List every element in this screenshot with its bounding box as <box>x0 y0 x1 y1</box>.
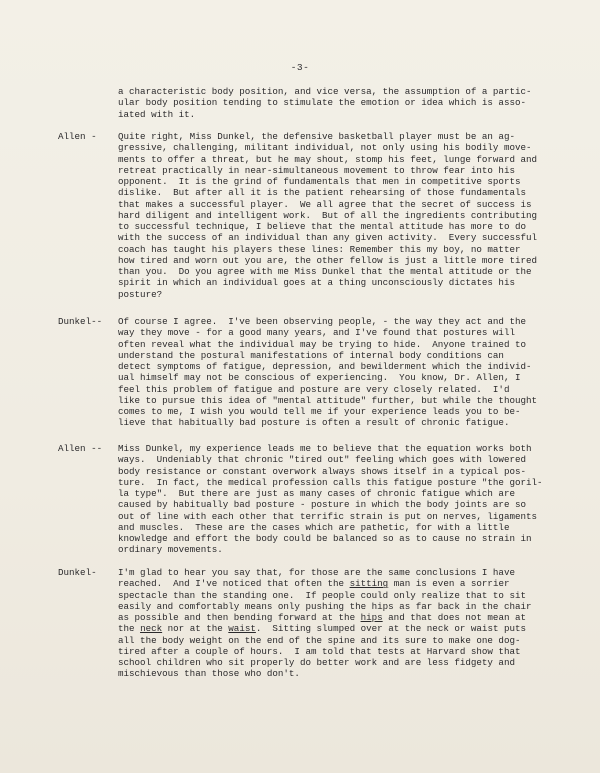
text-line: as possible and then bending forward at the hips and that does not mean at <box>118 612 527 623</box>
text-line: feel this problem of fatigue and posture are very closely related. I'd <box>118 383 510 395</box>
text-line: lieve that habitually bad posture is often a result of chronic fatigue. <box>118 417 510 429</box>
text-line: I'm glad to hear you say that, for those are the same conclusions I have <box>118 567 515 578</box>
text-line: Miss Dunkel, my experience leads me to believe that the equation works both <box>118 443 532 454</box>
speaker-label: Allen - <box>58 131 97 142</box>
text-line: dislike. But after all it is the patient rehearsing of those fundamentals <box>118 187 526 199</box>
text-line: easily and comfortably means only pushing the hips as far back in the chair <box>118 600 532 612</box>
text-line: la type". But there are just as many cases of chronic fatigue which are <box>118 488 515 499</box>
text-line: than you. Do you agree with me Miss Dunkel that the mental attitude or the <box>118 266 532 277</box>
text-line: spectacle than the standing one. If people could only realize that to sit <box>118 589 526 601</box>
text-line: knowledge and effort the body could be balanced so as to cause no strain in <box>118 533 532 544</box>
text-line: ordinary movements. <box>118 544 223 556</box>
text-line: spirit in which an individual goes at a thing unconsciously dictates his <box>118 277 515 289</box>
text-line: hard diligent and intelligent work. But of all the ingredients contributing <box>118 209 538 221</box>
text-line: that makes a successful player. We all agree that the secret of success is <box>118 198 532 210</box>
text-line: gressive, challenging, militant individual, not only using his bodily move- <box>118 142 532 154</box>
text-line: tired after a couple of hours. I am told that tests at Harvard show that <box>118 645 521 657</box>
text-line: and muscles. These are the cases which are pathetic, for with a little <box>118 521 510 533</box>
text-line: all the body weight on the end of the spine and its sure to make one dog- <box>118 634 521 646</box>
text-line: with the success of an individual than any given activity. Every successful <box>118 232 538 244</box>
text-line: coach has taught his players these lines: Remember this my boy, no matter <box>118 243 521 255</box>
text-line: understand the postural manifestations of internal body conditions can <box>118 349 504 361</box>
speaker-label: Dunkel- <box>58 567 97 578</box>
text-line: caused by habitually bad posture - posture in which the body joints are so <box>118 499 526 511</box>
text-line: mischievous than those who don't. <box>118 668 300 680</box>
text-line: body resistance or constant overwork always shows itself in a typical pos- <box>118 465 526 477</box>
text-line: ways. Undeniably that chronic "tired out" feeling which goes with lowered <box>118 454 526 466</box>
text-line: out of line with each other that terrific strain is put on nerves, ligaments <box>118 510 538 522</box>
text-line: detect symptoms of fatigue, depression, and bewilderment which the individ- <box>118 361 532 372</box>
text-line: way they move - for a good many years, and I've found that postures will <box>118 327 515 339</box>
text-line: posture? <box>118 288 163 300</box>
text-line: Of course I agree. I've been observing people, - the way they act and the <box>118 316 526 327</box>
text-line: Quite right, Miss Dunkel, the defensive basketball player must be an ag- <box>118 131 515 142</box>
speaker-label: Allen -- <box>58 443 103 454</box>
text-line: reached. And I've noticed that often the sitting man is even a sorrier <box>118 578 510 590</box>
page-number: -3- <box>290 62 310 73</box>
text-line: often reveal what the individual may be trying to hide. Anyone trained to <box>118 338 526 350</box>
text-line: school children who sit properly do better work and are less fidgety and <box>118 657 515 668</box>
text-line: opponent. It is the grind of fundamentals that men in competitive sports <box>118 176 521 187</box>
speaker-label: Dunkel-- <box>58 316 103 327</box>
text-line: ual himself may not be conscious of experiencing. You know, Dr. Allen, I <box>118 372 521 384</box>
text-line: ments to offer a threat, but he may shout, stomp his feet, lunge forward and <box>118 153 538 165</box>
text-line: ture. In fact, the medical profession calls this fatigue posture "the goril- <box>118 476 543 488</box>
text-line: ular body position tending to stimulate the emotion or idea which is asso- <box>118 97 526 109</box>
text-line: iated with it. <box>118 108 196 120</box>
text-line: how tired and worn out you are, the other fellow is just a little more tired <box>118 254 538 266</box>
text-line: to successful technique, I believe that the mental attitude has more to do <box>118 221 526 232</box>
text-line: a characteristic body position, and vice versa, the assumption of a partic- <box>118 86 532 97</box>
text-line: retreat practically in near-simultaneous movement to throw fear into his <box>118 164 515 176</box>
text-line: comes to me, I wish you would tell me if your experience leads you to be- <box>118 406 521 417</box>
text-line: the neck nor at the waist. Sitting slumped over at the neck or waist puts <box>118 623 527 635</box>
text-line: like to pursue this idea of "mental attitude" further, but while the thought <box>118 394 538 406</box>
